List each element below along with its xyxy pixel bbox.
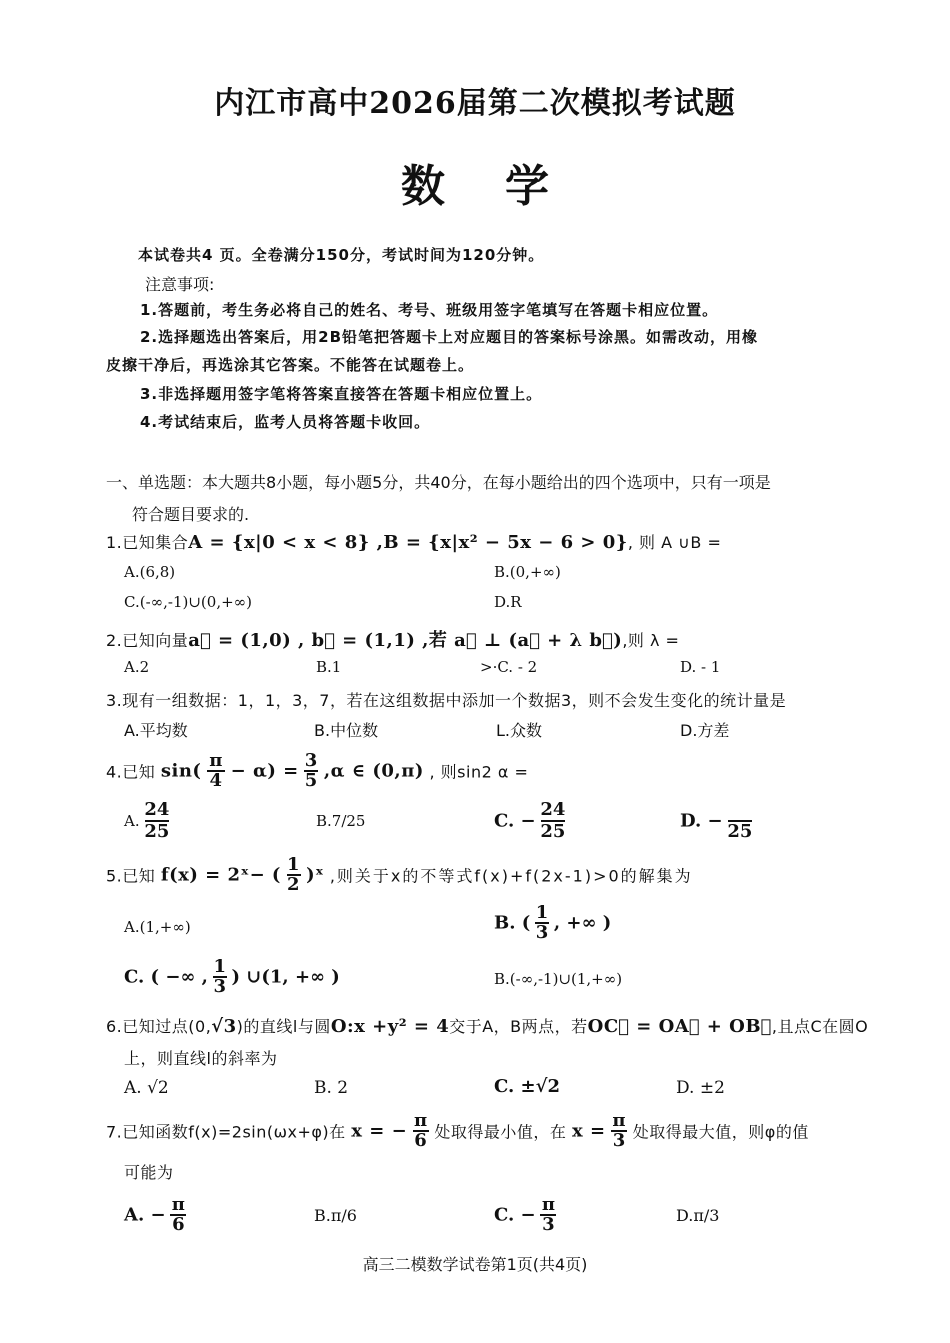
q4-option-c xyxy=(494,800,565,842)
q5-frac-num: 1 xyxy=(287,854,301,875)
q4-fraction-3-5 xyxy=(304,752,318,790)
notice-item-2-cont: 皮擦干净后，再选涂其它答案。不能答在试题卷上。 xyxy=(106,356,475,374)
question-7-cont: 可能为 xyxy=(124,1163,174,1182)
subject-title: 数学 xyxy=(401,161,609,212)
q5-option-c xyxy=(124,958,340,996)
q6-vector-eq: OC⃗ = OA⃗ + OB⃗ xyxy=(587,1016,772,1037)
section-heading-cont: 符合题目要求的. xyxy=(132,505,250,524)
q7-fraction-pi-6 xyxy=(413,1112,429,1150)
q3-option-a: A.平均数 xyxy=(124,721,188,740)
q5-option-b xyxy=(494,904,611,942)
q5-fx: f(x) = 2ˣ− ( xyxy=(160,864,281,886)
q1-option-a: A.(6,8) xyxy=(124,563,176,581)
q5-c-fraction xyxy=(213,958,227,996)
q5-stem: 5.已知 xyxy=(106,866,156,886)
q4-a-fraction xyxy=(144,800,169,842)
q2-option-c: >·C. - 2 xyxy=(480,658,538,676)
q6-option-d: D. ±2 xyxy=(676,1078,725,1098)
q4-option-b: B.7/25 xyxy=(316,812,366,830)
q1-stem: 1.已知集合 xyxy=(106,533,189,552)
q7-a-den: 6 xyxy=(172,1214,185,1235)
q7-frac-num: π xyxy=(413,1110,428,1131)
question-3: 3.现有一组数据：1，1，3，7，若在这组数据中添加一个数据3，则不会发生变化的统计量是 xyxy=(106,691,787,710)
q4-d-label: D. − xyxy=(680,810,723,832)
q6-stem-mid: )的直线l与圆 xyxy=(236,1017,331,1036)
q7-c-den: 3 xyxy=(542,1214,555,1235)
q4-frac-den: 4 xyxy=(209,770,223,791)
q4-option-a xyxy=(124,800,169,842)
q2-option-d: D. - 1 xyxy=(680,658,721,676)
q5-b-tail: , +∞ ) xyxy=(553,912,612,934)
question-6 xyxy=(106,1014,868,1037)
page-footer: 高三二模数学试卷第1页(共4页) xyxy=(362,1255,588,1274)
notice-intro: 本试卷共4 页。全卷满分150分，考试时间为120分钟。 xyxy=(138,246,545,264)
q5-c-den: 3 xyxy=(213,976,226,997)
q5-c-tail: ) ∪(1, +∞ ) xyxy=(231,966,340,988)
q7-x2: x = xyxy=(572,1120,606,1142)
q6-circle: O:x +y² = 4 xyxy=(330,1016,450,1037)
q1-stem-end: , 则 A ∪B = xyxy=(627,533,722,552)
q6-option-b: B. 2 xyxy=(314,1078,349,1098)
q7-option-c xyxy=(494,1196,556,1234)
q4-frac2-den: 5 xyxy=(304,770,318,791)
q4-tail: ,α ∈ (0,π) xyxy=(323,760,424,782)
notice-heading: 注意事项: xyxy=(145,275,215,294)
q7-a-fraction xyxy=(170,1196,186,1234)
q4-a-label: A. xyxy=(124,812,140,830)
q4-mid: − α) = xyxy=(230,760,299,782)
q7-option-b: B.π/6 xyxy=(314,1206,357,1225)
question-7 xyxy=(106,1112,809,1150)
section-heading: 一、单选题：本大题共8小题，每小题5分，共40分，在每小题给出的四个选项中，只有一项是 xyxy=(106,473,771,492)
q6-option-c: C. ±√2 xyxy=(494,1076,560,1097)
q4-fraction-pi-4 xyxy=(207,752,225,790)
q4-sin: sin( xyxy=(160,760,202,782)
q5-option-d: B.(-∞,-1)∪(1,+∞) xyxy=(494,970,623,988)
question-2 xyxy=(106,626,679,652)
q4-c-den: 25 xyxy=(540,821,566,842)
q7-stem: 7.已知函数f(x)=2sin(ωx+φ)在 xyxy=(106,1122,346,1142)
q3-option-d: D.方差 xyxy=(680,721,730,740)
q4-a-num: 24 xyxy=(144,799,170,820)
q4-c-fraction xyxy=(540,800,565,842)
q6-stem: 6.已知过点(0, xyxy=(106,1017,212,1036)
q7-option-d: D.π/3 xyxy=(676,1206,720,1225)
q7-frac2-den: 3 xyxy=(612,1130,626,1151)
q2-stem: 2.已知向量 xyxy=(106,631,189,650)
q7-stem-mid: 处取得最小值，在 xyxy=(434,1122,567,1142)
q7-frac2-num: π xyxy=(612,1110,627,1131)
q4-a-den: 25 xyxy=(144,821,170,842)
q2-option-a: A.2 xyxy=(124,658,150,676)
q5-c-label: C. ( −∞ , xyxy=(124,966,208,988)
q5-b-fraction xyxy=(535,904,549,942)
q5-exp: )ˣ xyxy=(306,864,325,886)
q1-formula: A = {x|0 < x < 8} ,B = {x|x² − 5x − 6 > 0} xyxy=(188,532,628,553)
notice-item-1: 1.答题前，考生务必将自己的姓名、考号、班级用签字笔填写在答题卡相应位置。 xyxy=(140,301,719,319)
q5-fraction-1-2 xyxy=(287,856,301,894)
q7-x1: x = − xyxy=(351,1120,408,1142)
q4-frac-num: π xyxy=(209,750,223,771)
q2-stem-end: ,则 λ = xyxy=(622,631,680,650)
q7-option-a xyxy=(124,1196,186,1234)
q4-d-den: 25 xyxy=(727,821,753,842)
q4-c-label: C. − xyxy=(494,810,536,832)
q1-option-b: B.(0,+∞) xyxy=(494,563,561,581)
q2-formula: a⃗ = (1,0) , b⃗ = (1,1) ,若 a⃗ ⊥ (a⃗ + λ b⃗) xyxy=(188,630,623,651)
q4-frac2-num: 3 xyxy=(304,750,318,771)
q7-c-fraction xyxy=(540,1196,556,1234)
q7-c-num: π xyxy=(541,1194,555,1215)
q3-option-b: B.中位数 xyxy=(314,721,379,740)
q6-stem-mid2: 交于A，B两点，若 xyxy=(449,1017,588,1036)
q2-option-b: B.1 xyxy=(316,658,342,676)
q4-d-fraction xyxy=(727,800,752,842)
notice-item-2: 2.选择题选出答案后，用2B铅笔把答题卡上对应题目的答案标号涂黑。如需改动，用橡 xyxy=(140,328,759,346)
q4-c-num: 24 xyxy=(540,799,566,820)
q7-a-label: A. − xyxy=(124,1204,166,1226)
q6-stem-end: ,且点C在圆O xyxy=(771,1017,869,1036)
q6-root3: √3 xyxy=(211,1016,237,1037)
q6-option-a: A. √2 xyxy=(124,1078,169,1098)
q7-c-label: C. − xyxy=(494,1204,536,1226)
question-5 xyxy=(106,856,693,894)
notice-item-3: 3.非选择题用签字笔将答案直接答在答题卡相应位置上。 xyxy=(140,385,543,403)
q7-stem-end: 处取得最大值，则φ的值 xyxy=(632,1122,809,1142)
q1-option-d: D.R xyxy=(494,593,522,611)
q5-b-label: B. ( xyxy=(494,912,531,934)
notice-item-4: 4.考试结束后，监考人员将答题卡收回。 xyxy=(140,413,431,431)
q5-b-den: 3 xyxy=(535,922,549,943)
question-1 xyxy=(106,530,721,553)
question-4 xyxy=(106,752,528,790)
q5-frac-den: 2 xyxy=(287,874,301,895)
q4-stem-end: , 则sin2 α = xyxy=(429,762,529,782)
question-6-cont: 上，则直线l的斜率为 xyxy=(124,1049,278,1068)
q7-a-num: π xyxy=(171,1194,185,1215)
q7-frac-den: 6 xyxy=(414,1130,428,1151)
exam-title: 内江市高中2026届第二次模拟考试题 xyxy=(214,86,736,121)
q1-option-c: C.(-∞,-1)∪(0,+∞) xyxy=(124,593,253,611)
q5-option-a: A.(1,+∞) xyxy=(124,918,191,936)
q5-stem-end: ,则关于x的不等式f(x)+f(2x-1)>0的解集为 xyxy=(329,866,693,886)
q3-option-c: L.众数 xyxy=(496,721,543,740)
q4-option-d xyxy=(680,800,752,842)
q5-b-num: 1 xyxy=(535,902,549,923)
q5-c-num: 1 xyxy=(213,956,226,977)
q4-stem: 4.已知 xyxy=(106,762,156,782)
q7-fraction-pi-3 xyxy=(611,1112,627,1150)
